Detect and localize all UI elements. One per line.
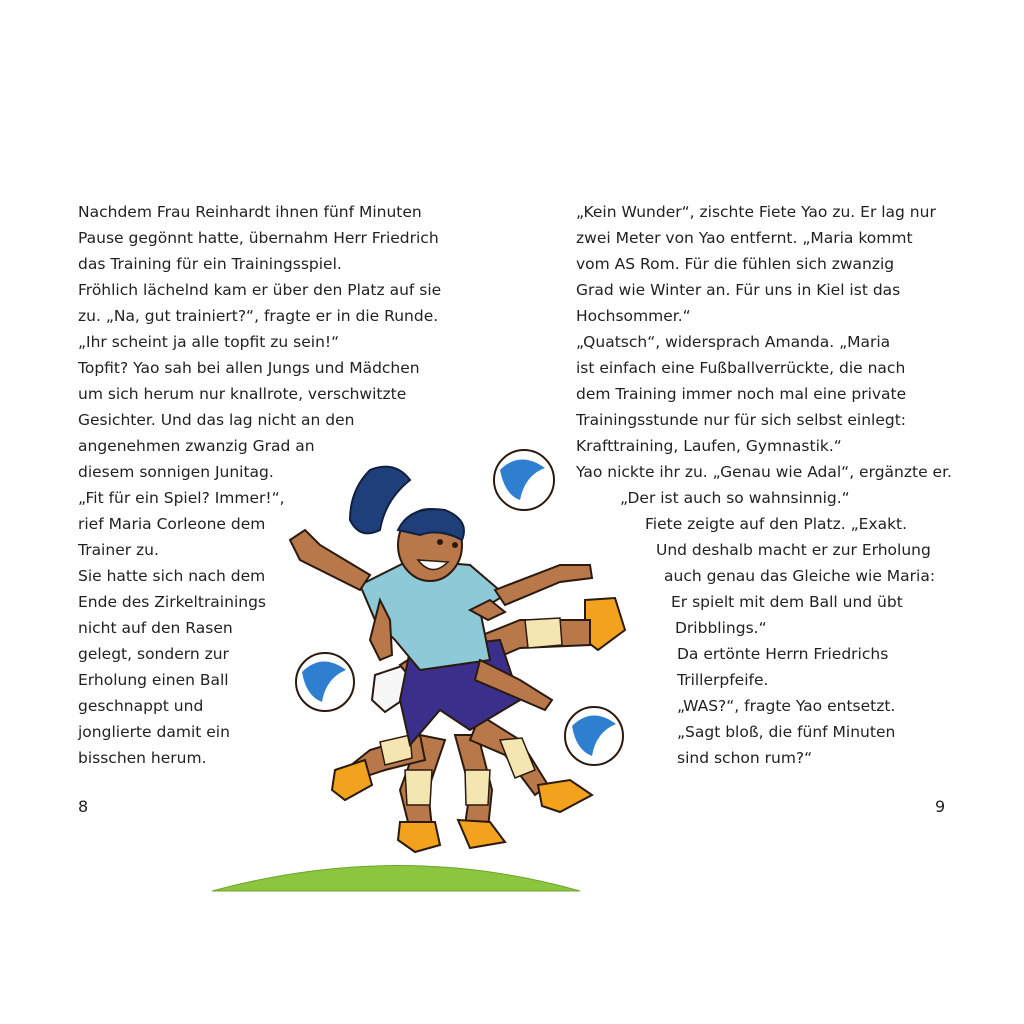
right-text-line: „WAS?“, fragte Yao entsetzt. <box>677 697 896 715</box>
left-text-line: Trainer zu. <box>78 541 159 559</box>
grass-hill <box>212 866 580 892</box>
left-text-line: Erholung einen Ball <box>78 671 229 689</box>
right-text-line: „Sagt bloß, die fünf Minuten <box>677 723 896 741</box>
right-text-line: vom AS Rom. Für die fühlen sich zwanzig <box>576 255 895 273</box>
left-text-line: Fröhlich lächelnd kam er über den Platz auf sie <box>78 281 442 299</box>
left-text-line: rief Maria Corleone dem <box>78 515 266 533</box>
left-text-line: „Fit für ein Spiel? Immer!“, <box>78 489 285 507</box>
left-text-line: um sich herum nur knallrote, verschwitzte <box>78 385 407 403</box>
legs <box>345 715 548 830</box>
right-text-line: Und deshalb macht er zur Erholung <box>656 541 931 559</box>
soccer-ball-icon <box>296 653 354 711</box>
left-text-line: angenehmen zwanzig Grad an <box>78 437 315 455</box>
soccer-ball-icon <box>565 707 623 765</box>
right-text-line: zwei Meter von Yao entfernt. „Maria kommt <box>576 229 913 247</box>
left-text-line: gelegt, sondern zur <box>78 645 229 663</box>
right-text-line: Krafttraining, Laufen, Gymnastik.“ <box>576 437 842 455</box>
soccer-ball-icon <box>494 450 554 510</box>
left-text-line: Sie hatte sich nach dem <box>78 567 266 585</box>
left-text-line: Pause gegönnt hatte, übernahm Herr Friedrich <box>78 229 439 247</box>
right-text-line: dem Training immer noch mal eine private <box>576 385 907 403</box>
right-text-line: „Kein Wunder“, zischte Fiete Yao zu. Er lag nur <box>576 203 936 221</box>
right-text-line: auch genau das Gleiche wie Maria: <box>664 567 936 585</box>
page-number-left: 8 <box>78 797 89 816</box>
right-text-line: „Der ist auch so wahnsinnig.“ <box>620 489 850 507</box>
left-text-line: das Training für ein Trainingsspiel. <box>78 255 342 273</box>
left-text-line: „Ihr scheint ja alle topfit zu sein!“ <box>78 333 340 351</box>
head <box>350 467 464 581</box>
left-text-line: Nachdem Frau Reinhardt ihnen fünf Minuten <box>78 203 422 221</box>
right-text-line: Er spielt mit dem Ball und übt <box>671 593 903 611</box>
right-text-line: Fiete zeigte auf den Platz. „Exakt. <box>645 515 908 533</box>
left-text-line: Topfit? Yao sah bei allen Jungs und Mädchen <box>78 359 420 377</box>
right-text-line: Yao nickte ihr zu. „Genau wie Adal“, ergänzte er. <box>576 463 952 481</box>
left-text-line: nicht auf den Rasen <box>78 619 233 637</box>
left-text-line: Gesichter. Und das lag nicht an den <box>78 411 355 429</box>
right-text-line: Da ertönte Herrn Friedrichs <box>677 645 889 663</box>
left-text-line: Ende des Zirkeltrainings <box>78 593 266 611</box>
right-text-line: Trainingsstunde nur für sich selbst einlegt: <box>576 411 907 429</box>
page-number-right: 9 <box>935 797 946 816</box>
right-text-line: Grad wie Winter an. Für uns in Kiel ist das <box>576 281 901 299</box>
left-text-line: zu. „Na, gut trainiert?“, fragte er in die Runde. <box>78 307 439 325</box>
left-text-line: diesem sonnigen Junitag. <box>78 463 274 481</box>
right-text-line: Dribblings.“ <box>675 619 767 637</box>
right-text-line: ist einfach eine Fußballverrückte, die nach <box>576 359 906 377</box>
right-text-line: sind schon rum?“ <box>677 749 813 767</box>
right-text-line: Hochsommer.“ <box>576 307 691 325</box>
right-text-line: „Quatsch“, widersprach Amanda. „Maria <box>576 333 891 351</box>
right-text-line: Trillerpfeife. <box>677 671 769 689</box>
left-text-line: bisschen herum. <box>78 749 207 767</box>
left-text-line: jonglierte damit ein <box>78 723 230 741</box>
left-text-line: geschnappt und <box>78 697 204 715</box>
